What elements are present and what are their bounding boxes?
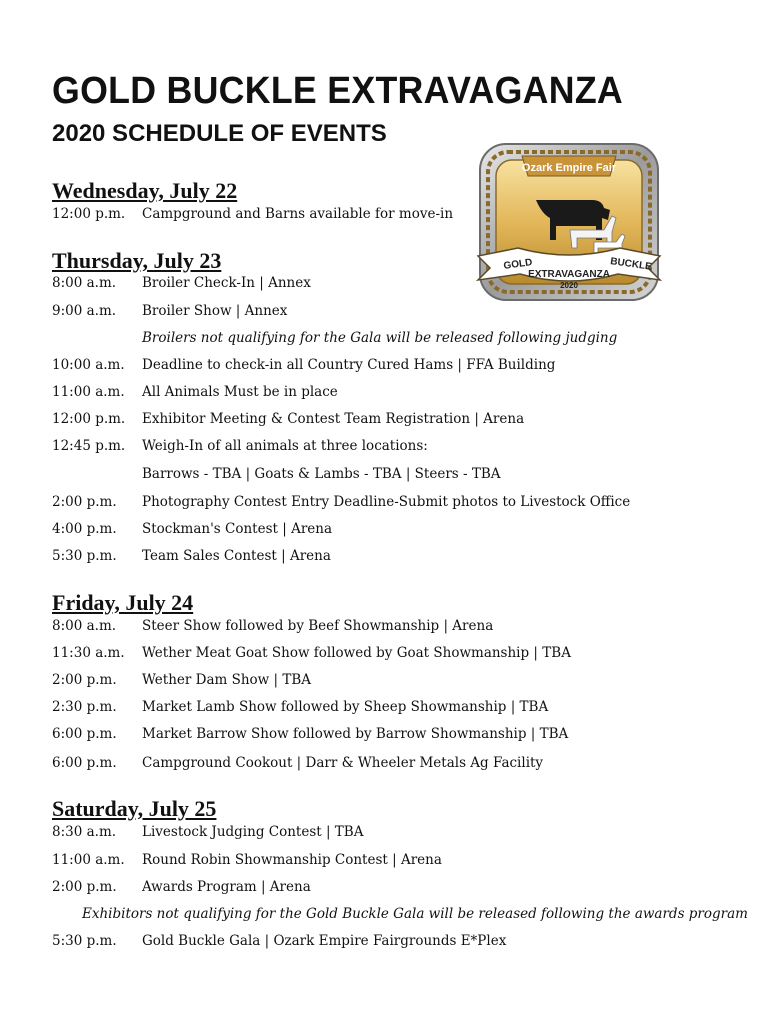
event-time: 10:00 a.m. [52, 357, 125, 373]
event-description: Weigh-In of all animals at three locations: [142, 438, 428, 454]
event-description: Awards Program | Arena [142, 879, 311, 895]
event-description: Market Lamb Show followed by Sheep Showmanship | TBA [142, 699, 549, 715]
event-description: Broiler Check-In | Annex [142, 275, 311, 291]
event-time: 8:00 a.m. [52, 618, 117, 634]
event-description: Livestock Judging Contest | TBA [142, 824, 364, 840]
event-description: Wether Dam Show | TBA [142, 672, 312, 688]
logo-top-text: Ozark Empire Fair [521, 162, 617, 174]
event-time: 11:00 a.m. [52, 384, 125, 400]
event-description: Campground and Barns available for move-in [142, 206, 454, 222]
document-title: GOLD BUCKLE EXTRAVAGANZA [52, 70, 624, 112]
document-subtitle: 2020 SCHEDULE OF EVENTS [52, 120, 387, 147]
event-description: Round Robin Showmanship Contest | Arena [142, 852, 442, 868]
event-description: Barrows - TBA | Goats & Lambs - TBA | Steers - TBA [142, 466, 501, 482]
event-time: 5:30 p.m. [52, 933, 117, 949]
event-time: 2:00 p.m. [52, 672, 117, 688]
logo-left-text: GOLD [502, 257, 534, 272]
event-time: 9:00 a.m. [52, 303, 117, 319]
event-time: 11:00 a.m. [52, 852, 125, 868]
event-description: Steer Show followed by Beef Showmanship | Arena [142, 618, 494, 634]
event-description: Team Sales Contest | Arena [142, 548, 331, 564]
event-time: 2:00 p.m. [52, 494, 117, 510]
event-time: 4:00 p.m. [52, 521, 117, 537]
event-time: 12:00 p.m. [52, 206, 126, 222]
event-time: 12:00 p.m. [52, 411, 126, 427]
event-description: Wether Meat Goat Show followed by Goat Showmanship | TBA [142, 645, 571, 661]
event-time: 2:30 p.m. [52, 699, 117, 715]
event-description: Stockman's Contest | Arena [142, 521, 333, 537]
logo-right-text: BUCKLE [609, 256, 653, 273]
day-heading-thursday: Thursday, July 23 [52, 248, 222, 273]
event-time: 8:30 a.m. [52, 824, 117, 840]
logo-year: 2020 [560, 281, 578, 290]
event-time: 8:00 a.m. [52, 275, 117, 291]
event-description: Gold Buckle Gala | Ozark Empire Fairgrounds E*Plex [142, 933, 507, 949]
event-description: Campground Cookout | Darr & Wheeler Metals Ag Facility [142, 755, 544, 771]
event-time: 5:30 p.m. [52, 548, 117, 564]
event-time: 11:30 a.m. [52, 645, 125, 661]
event-time: 12:45 p.m. [52, 438, 126, 454]
event-description: Exhibitor Meeting & Contest Team Registration | Arena [142, 411, 525, 427]
event-description: Photography Contest Entry Deadline-Submit photos to Livestock Office [142, 494, 631, 510]
logo-bottom-text: EXTRAVAGANZA [528, 269, 610, 280]
day-heading-friday: Friday, July 24 [52, 590, 194, 615]
event-description: Market Barrow Show followed by Barrow Showmanship | TBA [142, 726, 569, 742]
event-description: Deadline to check-in all Country Cured Hams | FFA Building [142, 357, 556, 373]
schedule-note: Broilers not qualifying for the Gala will be released following judging [142, 330, 618, 346]
event-time: 2:00 p.m. [52, 879, 117, 895]
event-time: 6:00 p.m. [52, 755, 117, 771]
event-time: 6:00 p.m. [52, 726, 117, 742]
gold-buckle-logo [474, 138, 664, 306]
event-description: All Animals Must be in place [142, 384, 338, 400]
day-heading-wednesday: Wednesday, July 22 [52, 178, 238, 203]
day-heading-saturday: Saturday, July 25 [52, 796, 217, 821]
schedule-note: Exhibitors not qualifying for the Gold Buckle Gala will be released following the awards program [82, 906, 748, 922]
event-description: Broiler Show | Annex [142, 303, 288, 319]
